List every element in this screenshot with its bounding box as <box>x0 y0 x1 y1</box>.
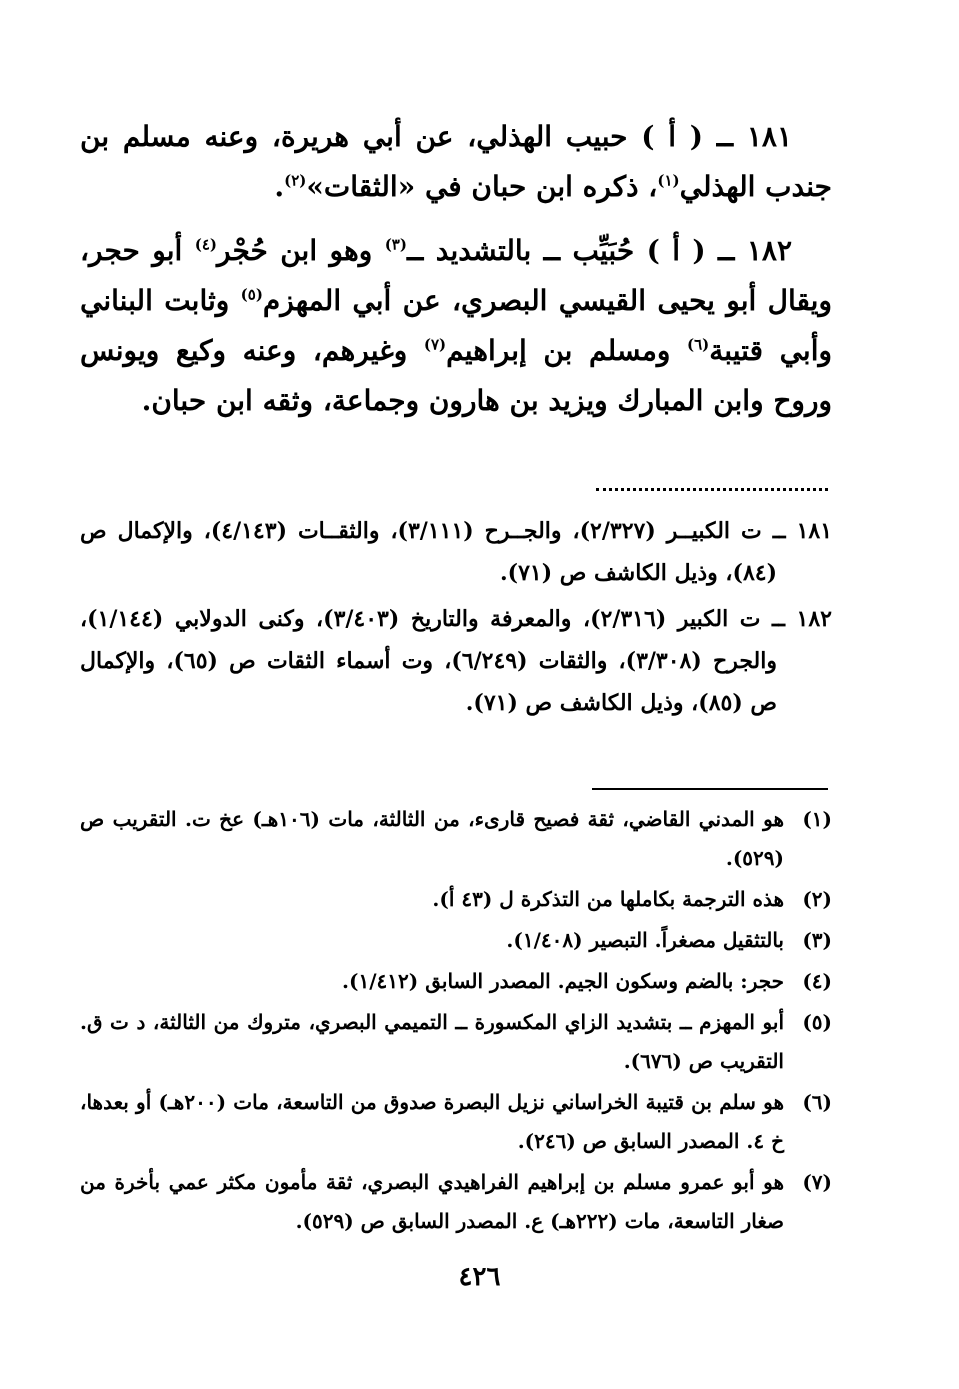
footnote-text: هو سلم بن قتيبة الخراساني نزيل البصرة صدوق من التاسعة، مات (٢٠٠هـ) أو بعدها، خ ٤. المصدر السابق ص (٢٤٦). <box>80 1090 784 1153</box>
footnote-ref[interactable]: (٣) <box>384 235 407 254</box>
footnote-number: (٥) <box>802 1010 832 1034</box>
footnote-ref[interactable]: (١) <box>657 171 680 190</box>
footnote-number: (٦) <box>802 1090 832 1114</box>
footnote-text: أبو المهزم ــ بتشديد الزاي المكسورة ــ التميمي البصري، متروك من الثالثة، د ت ق. التقريب ص (٦٧٦). <box>80 1010 784 1073</box>
main-text <box>80 112 832 440</box>
footnote-text: هو المدني القاضي، ثقة فصيح قارىء، من الثالثة، مات (١٠٦هـ) عخ ت. التقريب ص (٥٢٩). <box>80 807 784 870</box>
footnote-ref[interactable]: (٦) <box>686 335 710 354</box>
footnote-number: (١) <box>802 807 832 831</box>
footnote-text: هذه الترجمة بكاملها من التذكرة ل (٤٣ أ). <box>432 887 784 911</box>
page-number: ٤٢٦ <box>458 1262 501 1292</box>
footnote-number: (٣) <box>802 928 832 952</box>
sources-section <box>80 510 832 728</box>
footnote-text: حجر: بالضم وسكون الجيم. المصدر السابق (١/٤١٢). <box>342 969 784 993</box>
entry-182 <box>80 226 832 426</box>
source-entry-181: ١٨١ ــ ت الكبيــر (٢/٣٢٧)، والجــرح (٣/١١١)، والثقــات (٤/١٤٣)، والإكمال ص (٨٤)، وذيل الكاشف ص (٧١). <box>80 518 833 586</box>
entry-text: ، ذكره ابن حبان في «الثقات» <box>306 170 658 203</box>
entry-text: وثابت البناني وأبي قتيبة <box>80 284 832 367</box>
entry-text: ومسلم بن إبراهيم <box>446 334 687 367</box>
footnote-number: (٢) <box>802 887 832 911</box>
footnote-number: (٤) <box>802 969 832 993</box>
entry-text: . <box>274 170 285 203</box>
footnote-1 <box>80 800 832 878</box>
entry-181 <box>80 112 832 212</box>
entry-text: ١٨١ ــ ( أ ) حبيب الهذلي، عن أبي هريرة، وعنه مسلم بن جندب الهذلي <box>80 120 832 203</box>
footnote-4 <box>80 962 832 1001</box>
footnote-5 <box>80 1003 832 1081</box>
footnote-3 <box>80 921 832 960</box>
entry-text: ١٨٢ ــ ( أ ) حُبَيِّب ــ بالتشديد ــ <box>406 234 792 267</box>
footnote-ref[interactable]: (٧) <box>423 335 447 354</box>
footnote-7 <box>80 1163 832 1241</box>
footnote-ref[interactable]: (٥) <box>240 285 263 304</box>
footnote-ref[interactable]: (٢) <box>284 171 307 190</box>
footnote-2 <box>80 880 832 919</box>
entry-text: وهو ابن حُجْر <box>217 234 385 267</box>
footnote-number: (٧) <box>802 1170 832 1194</box>
source-entry-182: ١٨٢ ــ ت الكبير (٢/٣١٦)، والمعرفة والتاريخ (٣/٤٠٣)، وكنى الدولابي (١/١٤٤)، والجرح (٣/٣٠٨)، والثقات (٦/٢٤٩)، وت أسماء الثقات ص (٦٥)، والإكمال ص (٨٥)، وذيل الكاشف ص (٧١). <box>80 606 832 716</box>
entry-text: وغيرهم، وعنه وكيع ويونس وروح وابن المبارك ويزيد بن هارون وجماعة، وثقه ابن حبان. <box>80 334 832 417</box>
footnote-text: بالتثقيل مصغراً. التبصير (١/٤٠٨). <box>506 928 784 952</box>
footnote-rule <box>592 788 828 790</box>
entry-text: أبو حجر، ويقال أبو يحيى القيسي البصري، عن أبي المهزم <box>80 234 832 317</box>
dotted-separator <box>596 488 828 501</box>
footnote-text: هو أبو عمرو مسلم بن إبراهيم الفراهيدي البصري، ثقة مأمون مكثر عمي بأخرة من صغار التاسعة، مات (٢٢٢هـ) ع. المصدر السابق ص (٥٢٩). <box>80 1170 784 1233</box>
footnote-ref[interactable]: (٤) <box>194 235 217 254</box>
footnote-6 <box>80 1083 832 1161</box>
footnotes-section <box>80 800 832 1243</box>
